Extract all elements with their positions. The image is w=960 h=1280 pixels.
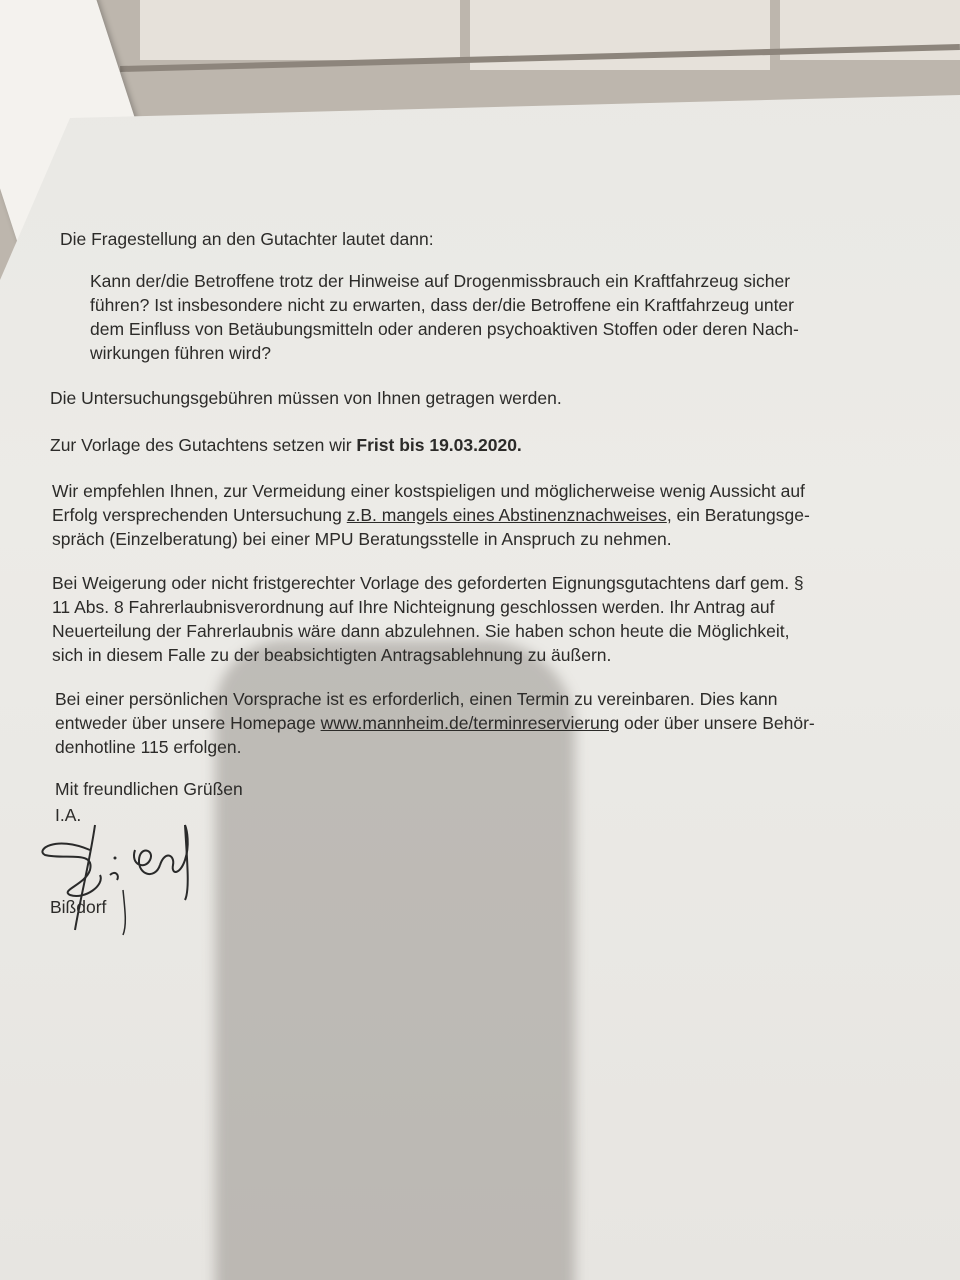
question-line: wirkungen führen wird? [90, 343, 271, 363]
question-intro: Die Fragestellung an den Gutachter lautet dann: [60, 229, 434, 249]
appointment-line [55, 712, 815, 734]
signer-name: Bißdorf [50, 897, 107, 917]
fees-paragraph: Die Untersuchungsgebühren müssen von Ihnen getragen werden. [50, 388, 562, 408]
advice-prefix: Erfolg versprechenden Untersuchung [52, 505, 347, 525]
appointment-line: Bei einer persönlichen Vorsprache ist es erforderlich, einen Termin zu vereinbaren. Dies kann [55, 689, 778, 709]
appointment-prefix: entweder über unsere Homepage [55, 713, 321, 733]
question-line: Kann der/die Betroffene trotz der Hinweise auf Drogenmissbrauch ein Kraftfahrzeug sicher [90, 271, 791, 291]
ia-label: I.A. [55, 805, 82, 825]
closing-greeting: Mit freundlichen Grüßen [55, 779, 243, 799]
deadline-paragraph [50, 434, 522, 456]
appointment-line: denhotline 115 erfolgen. [55, 737, 242, 757]
refusal-line: sich in diesem Falle zu der beabsichtigten Antragsablehnung zu äußern. [52, 645, 612, 665]
question-line: dem Einfluss von Betäubungsmitteln oder anderen psychoaktiven Stoffen oder deren Nach- [90, 319, 799, 339]
refusal-line: 11 Abs. 8 Fahrerlaubnisverordnung auf Ihre Nichteignung geschlossen werden. Ihr Antrag auf [52, 597, 775, 617]
deadline-prefix: Zur Vorlage des Gutachtens setzen wir [50, 435, 357, 455]
deadline-date: Frist bis 19.03.2020. [356, 435, 522, 455]
advice-underlined: z.B. mangels eines Abstinenznachweises [346, 505, 667, 525]
advice-line: Wir empfehlen Ihnen, zur Vermeidung einer kostspieligen und möglicherweise wenig Aussicht auf [52, 481, 805, 501]
advice-line [52, 504, 810, 526]
refusal-line: Bei Weigerung oder nicht fristgerechter Vorlage des geforderten Eignungsgutachtens darf gem. § [52, 573, 804, 593]
refusal-line: Neuerteilung der Fahrerlaubnis wäre dann abzulehnen. Sie haben schon heute die Möglichkeit, [52, 621, 790, 641]
advice-line: spräch (Einzelberatung) bei einer MPU Beratungsstelle in Anspruch zu nehmen. [52, 529, 672, 549]
question-line: führen? Ist insbesondere nicht zu erwarten, dass der/die Betroffene ein Kraftfahrzeug unter [90, 295, 794, 315]
advice-suffix: , ein Beratungsge- [666, 505, 810, 525]
homepage-link[interactable]: www.mannheim.de/terminreservierung [320, 713, 620, 733]
signature [35, 820, 210, 940]
appointment-suffix: oder über unsere Behör- [619, 713, 815, 733]
